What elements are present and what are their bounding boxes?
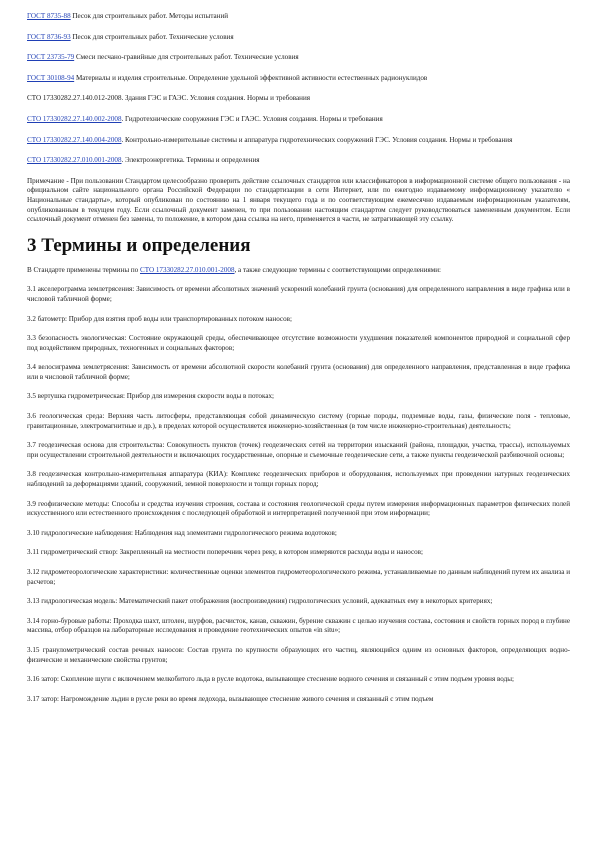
term-definition: 3.12 гидрометеорологические характеристики: количественные оценки элементов гидрометеорологического режима, устанавливаемые по данным наблюдений путем их анализа и расчетов; <box>27 568 570 586</box>
reference-title: . Контрольно-измерительные системы и аппаратура гидротехнических сооружений ГЭС. Условия создания. Нормы и требования <box>121 135 513 144</box>
reference-item <box>27 156 570 166</box>
note-paragraph: Примечание - При пользовании Стандартом целесообразно проверить действие ссылочных стандартов или классификаторов в информационной системе общего пользования - на официальном сайте национального органа Российской Федерации по стандартизации в сети Интернет, или по ежегодно издаваемому информационному указателю « Национальные стандарты», который опубликован по состоянию на 1 января текущего года и по соответствующим ежемесячно издаваемым информационным указателям, опубликованным в текущем году. Если ссылочный документ заменен, то при пользовании настоящим стандартом следует руководствоваться замененным документом. Если ссылочный документ отменен без замены, то положение, в котором дана ссылка на него, применяется в части, не затрагивающей эту ссылку. <box>27 176 570 224</box>
reference-item <box>27 33 570 43</box>
reference-title: Песок для строительных работ. Технические условия <box>70 32 234 41</box>
reference-title: Смеси песчано-гравийные для строительных работ. Технические условия <box>74 53 299 62</box>
term-definition: 3.4 велосиграмма землетрясения: Зависимость от времени абсолютной скорости колебаний грунта (основания) для определенного направления, представленная в виде графика или в числовой табличной форме; <box>27 363 570 381</box>
reference-link[interactable]: ГОСТ 23735-79 <box>27 53 75 62</box>
reference-title: . Гидротехнические сооружения ГЭС и ГАЭС. Условия создания. Нормы и требования <box>121 114 383 123</box>
term-definition: 3.5 вертушка гидрометрическая: Прибор для измерения скорости воды в потоках; <box>27 392 274 401</box>
reference-title: . Электроэнергетика. Термины и определения <box>121 156 260 165</box>
term-definition: 3.8 геодезическая контрольно-измерительная аппаратура (КИА): Комплекс геодезических приборов и оборудования, используемых при проведении натурных геодезических наблюдений за деформациями зданий, сооружений, земной поверхности и толщи горных пород; <box>27 470 570 489</box>
reference-item <box>27 12 570 22</box>
reference-item <box>27 74 570 84</box>
term-definition: 3.16 затор: Скопление шуги с включением мелкобитого льда в русле водотока, вызывающее стеснение водного сечения и связанный с этим подъем уровня воды; <box>27 675 514 684</box>
term-definition: 3.1 акселерограмма землетрясения: Зависимость от времени абсолютных значений ускорений колебаний грунта (основания) для определенного направления в виде графика или в числовой табличной форме; <box>27 285 570 303</box>
reference-item <box>27 115 570 125</box>
term-definition: 3.9 геофизические методы: Способы и средства изучения строения, состава и состояния геологической среды путем измерения информационных параметров физических полей искусственного или естественного происхождения с последующей обработкой и интерпретацией полученной при этом информации; <box>27 499 570 518</box>
term-definition: 3.17 затор: Нагромождение льдин в русле реки во время ледохода, вызывающее стеснение живого сечения и связанный с этим подъем <box>27 694 434 703</box>
standard-link[interactable]: СТО 17330282.27.010.001-2008 <box>140 265 235 274</box>
intro-text-after: , а также следующие термины с соответствующими определениями: <box>234 265 442 274</box>
term-definition: 3.15 гранулометрический состав речных наносов: Состав грунта по крупности образующих его частиц, являющийся одним из основных факторов, определяющих водно-физические и механические свойства грунтов; <box>27 645 570 664</box>
reference-link[interactable]: ГОСТ 8735-88 <box>27 12 71 20</box>
reference-title: Материалы и изделия строительные. Определение удельной эффективной активности естественных радионуклидов <box>74 73 428 82</box>
reference-title: Песок для строительных работ. Методы испытаний <box>70 12 229 20</box>
reference-link[interactable]: СТО 17330282.27.140.002-2008 <box>27 114 122 123</box>
reference-link[interactable]: СТО 17330282.27.010.001-2008 <box>27 156 122 165</box>
reference-link[interactable]: ГОСТ 30108-94 <box>27 73 75 82</box>
term-definition: 3.11 гидрометрический створ: Закрепленный на местности поперечник через реку, в котором измеряются расходы воды и наносов; <box>27 548 423 557</box>
terms-list <box>27 285 570 704</box>
section-title: 3 Термины и определения <box>27 234 251 256</box>
intro-paragraph <box>27 266 570 276</box>
reference-link[interactable]: СТО 17330282.27.140.004-2008 <box>27 135 122 144</box>
term-definition: 3.3 безопасность экологическая: Состояние окружающей среды, обеспечивающее отсутствие возможности ухудшения показателей компонентов природной и социальной сфер под воздействием природных, техногенных и социальных факторов; <box>27 334 570 352</box>
reference-item <box>27 53 570 63</box>
term-definition: 3.6 геологическая среда: Верхняя часть литосферы, представляющая собой динамическую систему (горные породы, подземные воды, газы, физические поля - тепловые, гравитационные, электромагнитные и др.), в пределах которой осуществляется инженерно-хозяйственная (в том числе инженерно-строительная) деятельность; <box>27 412 570 430</box>
term-definition: 3.7 геодезическая основа для строительства: Совокупность пунктов (точек) геодезических сетей на территории изысканий (района, площадки, участка, трассы), используемых при осуществлении строительной деятельности и включающих государственные, опорные и съемочные геодезические сети, а также пункты геодезической разбивочной основы; <box>27 441 570 459</box>
reference-item <box>27 136 570 146</box>
reference-title: СТО 17330282.27.140.012-2008. Здания ГЭС и ГАЭС. Условия создания. Нормы и требования <box>27 94 311 103</box>
reference-item <box>27 94 570 104</box>
term-definition: 3.10 гидрологические наблюдения: Наблюдения над элементами гидрологического режима водотоков; <box>27 528 337 537</box>
reference-link[interactable]: ГОСТ 8736-93 <box>27 32 71 41</box>
intro-text-before: В Стандарте применены термины по <box>27 265 140 274</box>
document-page <box>27 12 570 714</box>
term-definition: 3.2 батометр: Прибор для взятия проб воды или транспортированных потоком наносов; <box>27 314 292 323</box>
term-definition: 3.13 гидрологическая модель: Математический пакет отображения (воспроизведения) гидрологических условий, адекватных ему в некоторых критериях; <box>27 597 493 606</box>
normative-references <box>27 12 570 166</box>
term-definition: 3.14 горно-буровые работы: Проходка шахт, штолен, шурфов, расчисток, канав, скважин, бурение скважин с целью изучения состава, состояния и свойств горных пород в глубине массива, отбор образцов на лабораторные исследования и проведение геотехнических опытов «in situ»; <box>27 616 570 635</box>
